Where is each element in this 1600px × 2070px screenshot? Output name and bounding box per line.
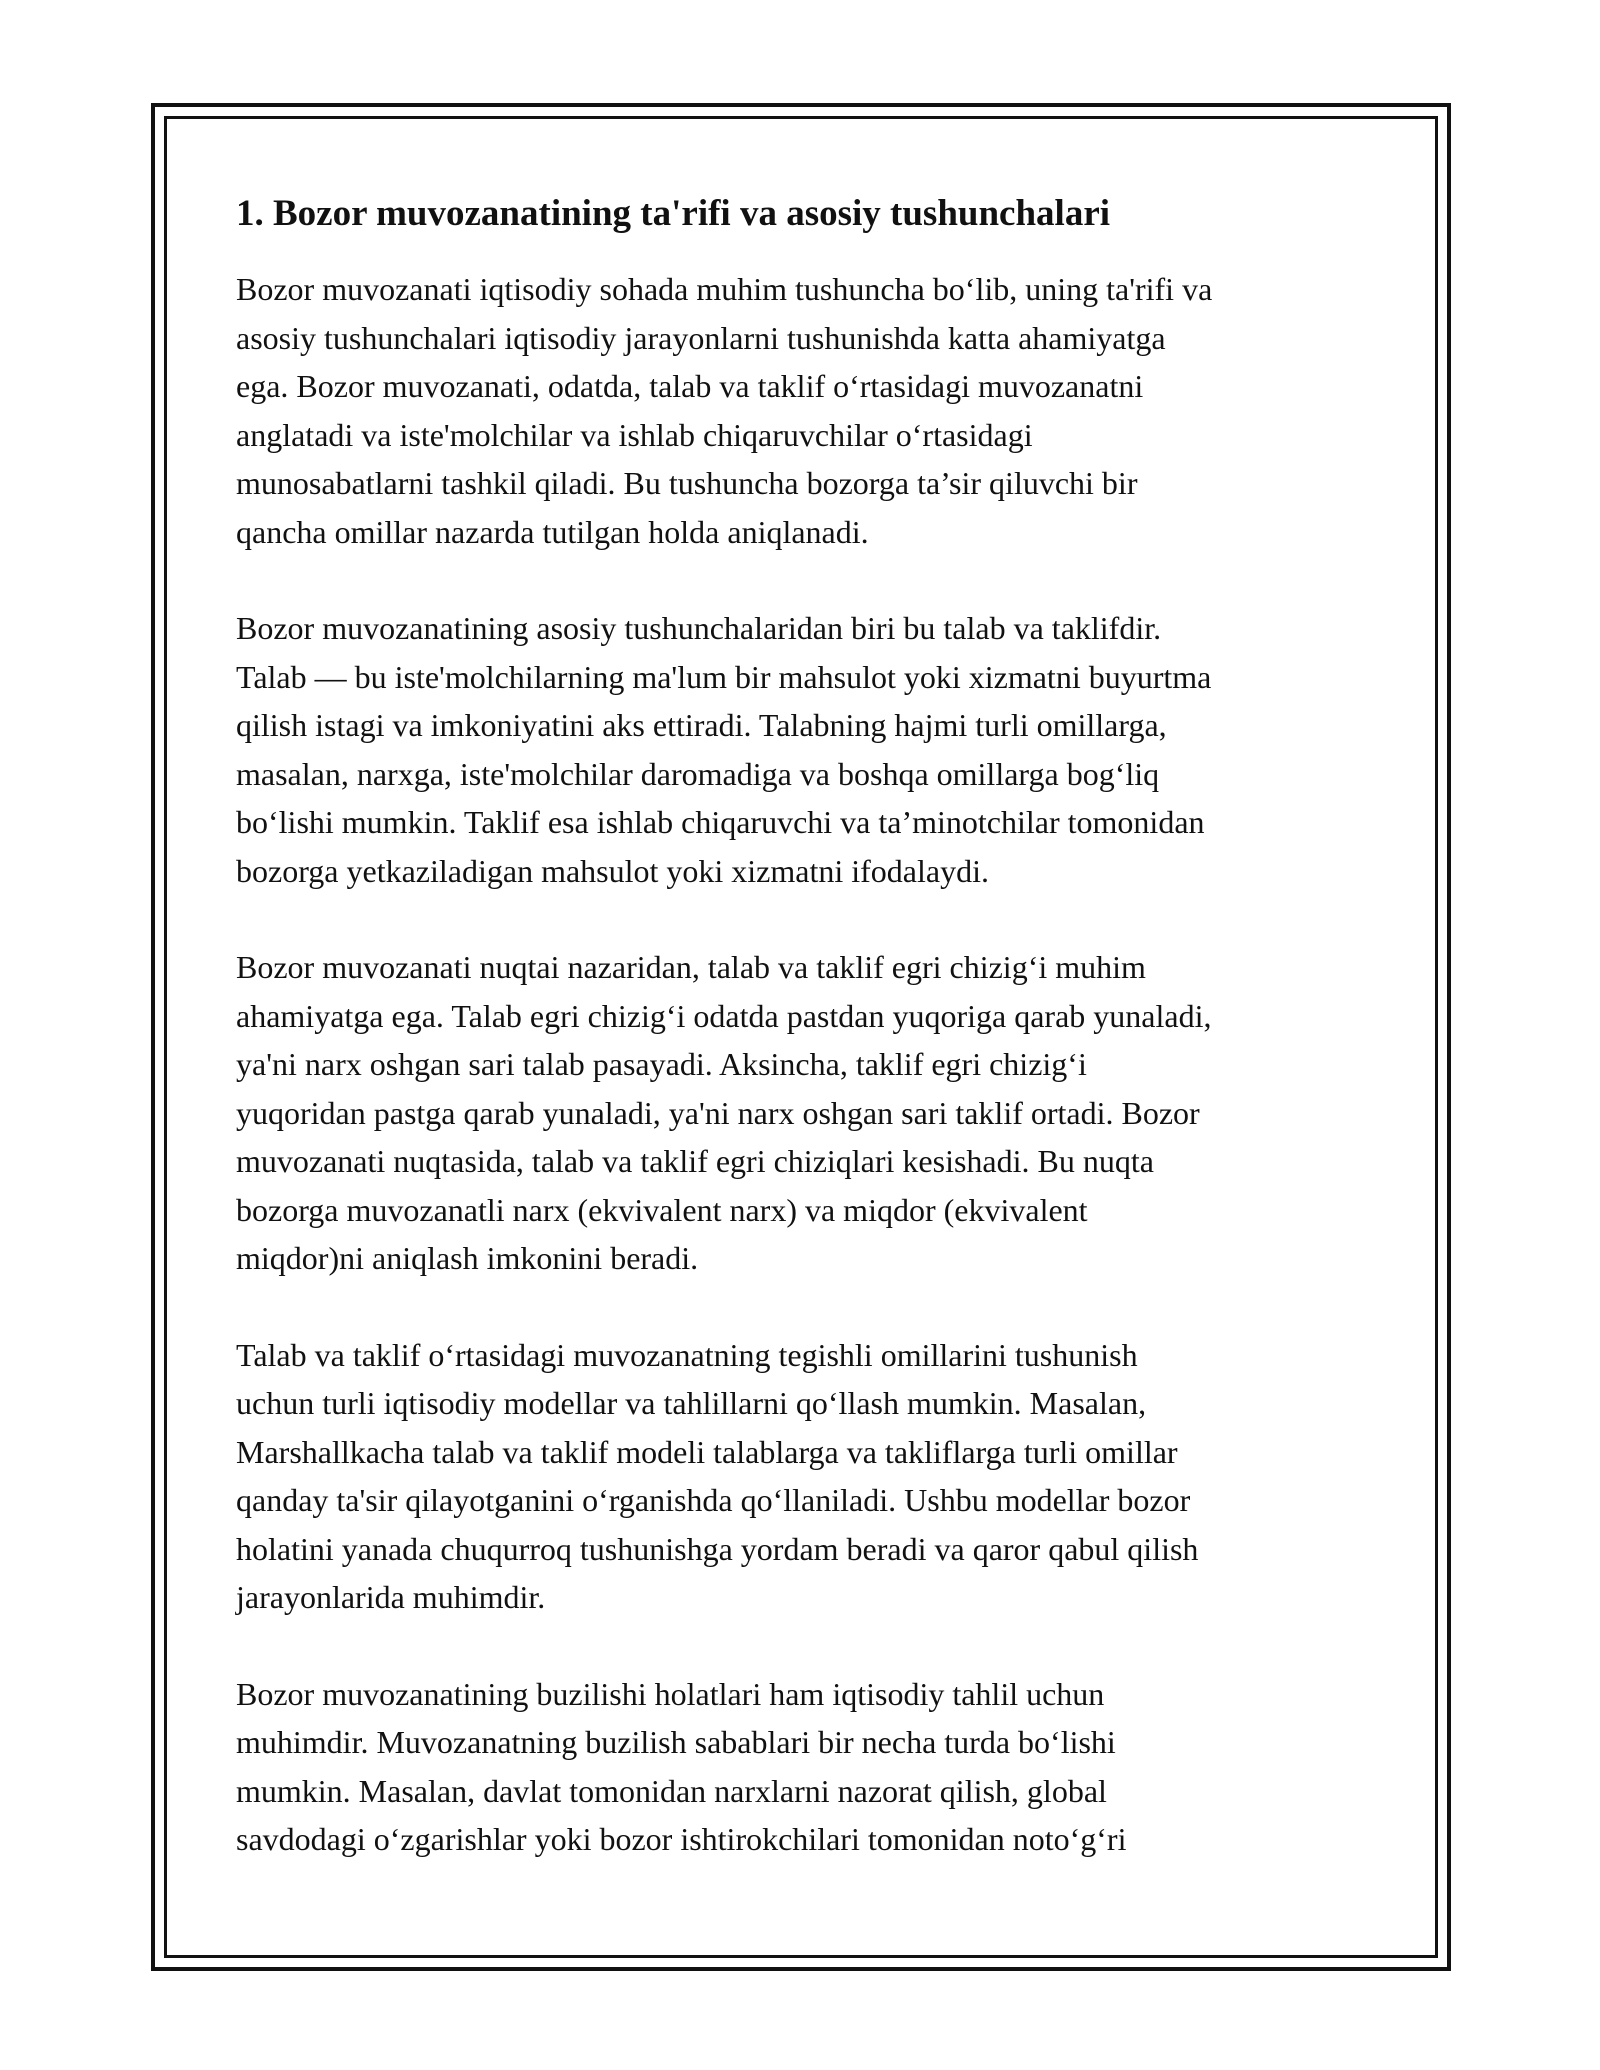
text-line: Bozor muvozanatining buzilishi holatlari ham iqtisodiy tahlil uchun bbox=[236, 1675, 1105, 1712]
text-line: Bozor muvozanati iqtisodiy sohada muhim tushuncha bo‘lib, uning ta'rifi va bbox=[236, 271, 1213, 307]
text-line: muhimdir. Muvozanatning buzilish sabablari bir necha turda bo‘lishi bbox=[236, 1724, 1116, 1760]
text-line: bozorga muvozanatli narx (ekvivalent narx) va miqdor (ekvivalent bbox=[236, 1191, 1088, 1228]
text-line: bozorga yetkaziladigan mahsulot yoki xizmatni ifodalaydi. bbox=[236, 852, 989, 889]
text-line: Bozor muvozanatining asosiy tushunchalaridan biri bu talab va taklifdir. bbox=[236, 610, 1162, 646]
text-line: masalan, narxga, iste'molchilar daromadiga va boshqa omillarga bog‘liq bbox=[236, 755, 1160, 792]
text-line: munosabatlarni tashkil qiladi. Bu tushuncha bozorga ta’sir qiluvchi bir bbox=[236, 465, 1138, 501]
paragraph-2 bbox=[236, 604, 1376, 895]
text-line: muvozanati nuqtasida, talab va taklif egri chiziqlari kesishadi. Bu nuqta bbox=[236, 1143, 1154, 1179]
text-line: bo‘lishi mumkin. Taklif esa ishlab chiqaruvchi va ta’minotchilar tomonidan bbox=[236, 804, 1205, 840]
text-line: holatini yanada chuqurroq tushunishga yordam beradi va qaror qabul qilish bbox=[236, 1530, 1199, 1567]
text-line: mumkin. Masalan, davlat tomonidan narxlarni nazorat qilish, global bbox=[236, 1772, 1107, 1809]
text-line: ega. Bozor muvozanati, odatda, talab va taklif o‘rtasidagi muvozanatni bbox=[236, 368, 1144, 404]
paragraph-3 bbox=[236, 943, 1376, 1283]
text-line: asosiy tushunchalari iqtisodiy jarayonlarni tushunishda katta ahamiyatga bbox=[236, 319, 1166, 356]
text-line: Talab va taklif o‘rtasidagi muvozanatning tegishli omillarini tushunish bbox=[236, 1336, 1138, 1373]
text-line: Marshallkacha talab va taklif modeli talablarga va takliflarga turli omillar bbox=[236, 1433, 1178, 1470]
paragraph-4 bbox=[236, 1331, 1376, 1622]
text-line: uchun turli iqtisodiy modellar va tahlillarni qo‘llash mumkin. Masalan, bbox=[236, 1385, 1147, 1421]
text-line: Talab — bu iste'molchilarning ma'lum bir mahsulot yoki xizmatni buyurtma bbox=[236, 658, 1212, 695]
text-line: jarayonlarida muhimdir. bbox=[236, 1579, 546, 1615]
text-line: qancha omillar nazarda tutilgan holda aniqlanadi. bbox=[236, 513, 869, 550]
text-line: ahamiyatga ega. Talab egri chizig‘i odatda pastdan yuqoriga qarab yunaladi, bbox=[236, 997, 1212, 1034]
section-heading: 1. Bozor muvozanatining ta'rifi va asosiy tushunchalari bbox=[236, 193, 1111, 234]
paragraph-1 bbox=[236, 265, 1376, 556]
text-line: qanday ta'sir qilayotganini o‘rganishda qo‘llaniladi. Ushbu modellar bozor bbox=[236, 1482, 1191, 1518]
text-line: ya'ni narx oshgan sari talab pasayadi. Aksincha, taklif egri chizig‘i bbox=[236, 1046, 1087, 1082]
text-line: anglatadi va iste'molchilar va ishlab chiqaruvchilar o‘rtasidagi bbox=[236, 416, 1033, 453]
text-line: Bozor muvozanati nuqtai nazaridan, talab va taklif egri chizig‘i muhim bbox=[236, 949, 1146, 985]
text-line: miqdor)ni aniqlash imkonini beradi. bbox=[236, 1240, 699, 1276]
text-line: savdodagi o‘zgarishlar yoki bozor ishtirokchilari tomonidan noto‘g‘ri bbox=[236, 1821, 1127, 1857]
document-body bbox=[236, 188, 1376, 1912]
paragraph-5 bbox=[236, 1670, 1376, 1864]
text-line: yuqoridan pastga qarab yunaladi, ya'ni narx oshgan sari taklif ortadi. Bozor bbox=[236, 1094, 1200, 1131]
text-line: qilish istagi va imkoniyatini aks ettiradi. Talabning hajmi turli omillarga, bbox=[236, 707, 1167, 743]
